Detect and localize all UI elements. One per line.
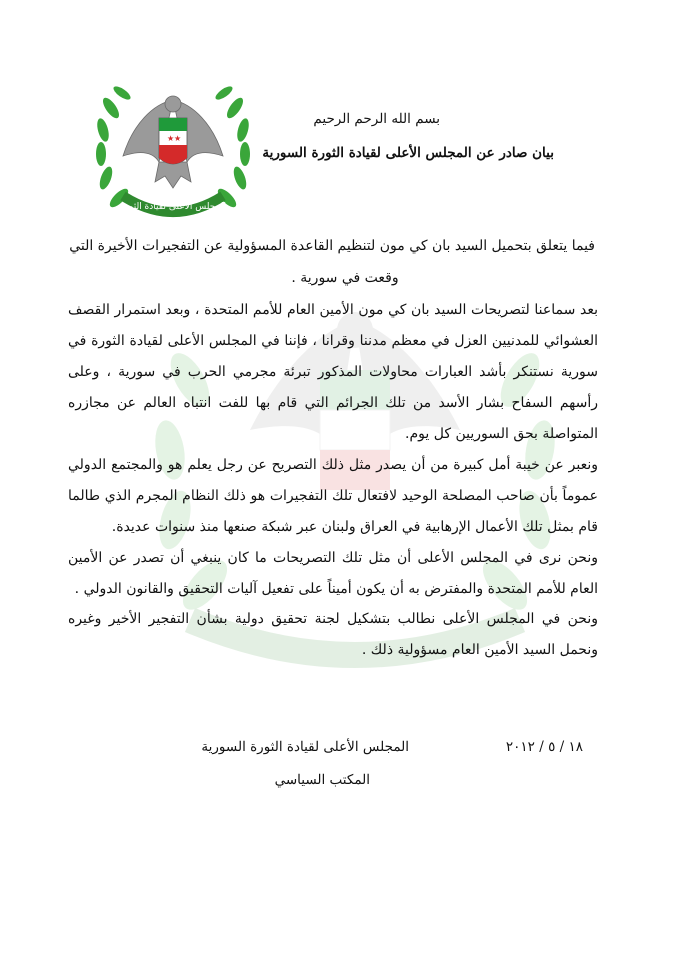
signature-council: المجلس الأعلى لقيادة الثورة السورية: [201, 739, 409, 755]
statement-title: بيان صادر عن المجلس الأعلى لقيادة الثورة السورية: [262, 145, 554, 161]
subject-line-1: فيما يتعلق بتحميل السيد بان كي مون لتنظيم القاعدة المسؤولية عن التفجيرات الأخيرة التي: [69, 238, 595, 254]
paragraph-demand: ونحن في المجلس الأعلى نطالب بتشكيل لجنة تحقيق دولية بشأن التفجير الأخير وغيره ونحمل السيد الأمين العام مسؤولية ذلك .: [68, 611, 598, 658]
paragraph-disappointment: ونعبر عن خيبة أمل كبيرة من أن يصدر مثل ذلك التصريح عن رجل يعلم هو والمجتمع الدولي عموماً بأن صاحب المصلحة الوحيد لافتعال تلك التفجيرات هو ذلك النظام المجرم الذي طالما قام بمثل تلك الأعمال الإرهابية في العراق ولبنان عبر شبكة صنعها منذ سنوات عديدة.: [68, 457, 598, 535]
paragraph-condemnation: بعد سماعنا لتصريحات السيد بان كي مون الأمين العام للأمم المتحدة ، وبعد استمرار القصف العشوائي للمدنيين العزل في معظم مدننا وقرانا ، فإننا في المجلس الأعلى لقيادة الثورة في سورية نستنكر بأشد العبارات محاولات المذكور تبرئة مجرمي الحرب في سورية ، وعلى رأسهم السفاح بشار الأسد من تلك الجرائم التي قام بها للفت انتباه العالم عن مجازره المتواصلة بحق السوريين كل يوم.: [68, 302, 598, 442]
subject-line-2: وقعت في سورية .: [291, 270, 399, 286]
logo-text: المجلس الأعلى لقيادة الثورة: [120, 202, 226, 212]
svg-text:★: ★: [167, 134, 175, 143]
svg-text:★: ★: [174, 134, 182, 143]
signature-office: المكتب السياسي: [274, 772, 370, 788]
council-logo: [93, 78, 253, 228]
paragraph-opinion: ونحن نرى في المجلس الأعلى أن مثل تلك التصريحات ما كان ينبغي أن تصدر عن الأمين العام للأمم المتحدة والمفترض به أن يكون أميناً على تفعيل آليات التحقيق والقانون الدولي .: [68, 550, 598, 597]
statement-date: ١٨ / ٥ / ٢٠١٢: [505, 739, 583, 755]
basmala: بسم الله الرحم الرحيم: [313, 111, 440, 127]
